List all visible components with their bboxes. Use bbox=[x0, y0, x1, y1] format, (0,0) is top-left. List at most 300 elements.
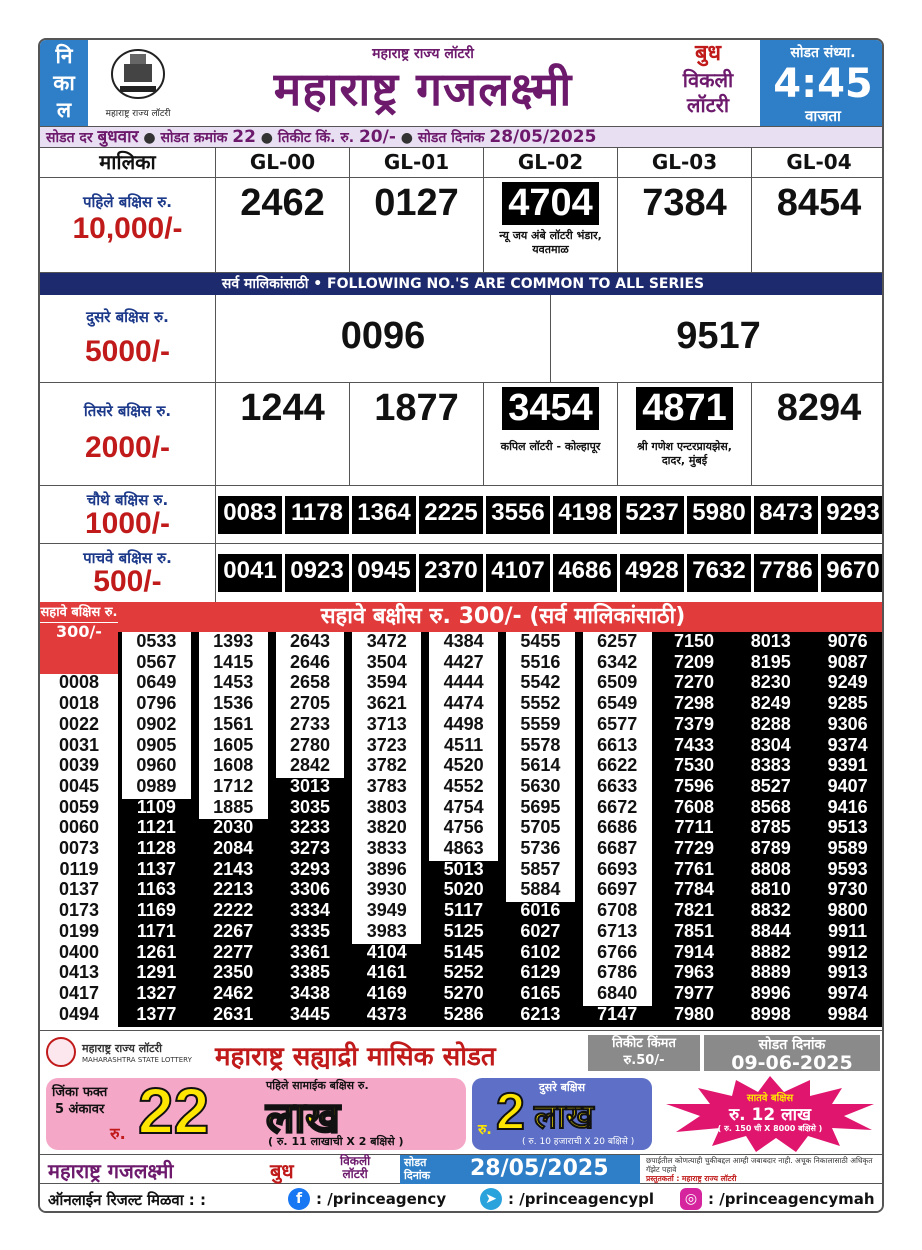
sixth-prize-number: 5145 bbox=[443, 941, 484, 962]
ticket-price-label: तिकीट किंमत bbox=[612, 1036, 676, 1051]
bottom-date-label-line: सोडत bbox=[404, 1156, 427, 1169]
shop-name: कपिल लॉटरी - कोल्हापूर bbox=[500, 440, 601, 453]
price-value: 20/- bbox=[358, 127, 396, 147]
second-prize-number: 9517 bbox=[676, 315, 761, 357]
sixth-prize-number: 0902 bbox=[136, 713, 177, 734]
sixth-prize-number: 2222 bbox=[213, 900, 254, 921]
sixth-prize-number: 2646 bbox=[289, 651, 331, 672]
sixth-prize-number: 4427 bbox=[443, 651, 484, 672]
telegram-link[interactable] bbox=[480, 1188, 654, 1210]
sixth-prize-amount: 300/- bbox=[40, 622, 118, 641]
second-prize-ad-label: दुसरे बक्षिस bbox=[538, 1081, 586, 1094]
sixth-prize-number: 0059 bbox=[58, 796, 100, 817]
sixth-prize-number: 9306 bbox=[827, 713, 868, 734]
seventh-prize-sub: ( रु. 150 ची X 8000 बक्षिसे ) bbox=[717, 1124, 823, 1133]
title-block bbox=[188, 40, 658, 126]
sixth-prize-number: 3035 bbox=[289, 796, 331, 817]
sixth-prize-number: 5884 bbox=[520, 879, 561, 900]
fourth-prize-label-cell bbox=[40, 486, 216, 544]
sixth-prize-number: 1137 bbox=[136, 858, 176, 879]
sahyadri-date-label: सोडत दिनांक bbox=[758, 1037, 826, 1053]
sixth-prize-number: 1605 bbox=[213, 734, 254, 755]
sixth-prize-number: 1885 bbox=[213, 796, 254, 817]
sixth-prize-number: 7608 bbox=[673, 796, 715, 817]
sixth-prize-number: 2267 bbox=[213, 920, 254, 941]
sixth-prize-number: 3233 bbox=[289, 817, 331, 838]
sixth-prize-number: 2462 bbox=[213, 982, 254, 1003]
sixth-prize-column bbox=[425, 631, 502, 1024]
sixth-prize-number: 3385 bbox=[289, 962, 331, 983]
series-header: मालिका bbox=[40, 148, 216, 178]
sixth-prize-number: 3713 bbox=[366, 713, 407, 734]
sixth-prize-number: 0031 bbox=[58, 734, 100, 755]
third-prize-cell bbox=[484, 383, 618, 486]
sixth-prize-number: 5695 bbox=[520, 796, 561, 817]
second-prize-ad bbox=[472, 1078, 652, 1150]
sixth-prize-number: 0400 bbox=[58, 941, 100, 962]
sixth-prize-number: 1128 bbox=[136, 838, 176, 859]
third-prize-number: 3454 bbox=[502, 387, 599, 430]
sixth-prize-number: 5270 bbox=[443, 982, 484, 1003]
main-title: महाराष्ट्र गजलक्ष्मी bbox=[273, 62, 573, 116]
sixth-prize-number: 6549 bbox=[597, 693, 638, 714]
sixth-prize-number: 2643 bbox=[289, 631, 331, 651]
sixth-prize-number: 0073 bbox=[58, 838, 100, 859]
logo-caption: महाराष्ट्र राज्य लॉटरी bbox=[105, 109, 171, 119]
sahyadri-title: महाराष्ट्र सह्याद्री मासिक सोडत bbox=[215, 1042, 496, 1072]
sixth-prize-number: 0018 bbox=[58, 693, 100, 714]
first-prize-number: 8454 bbox=[776, 182, 862, 224]
ml-name-en: MAHARASHTRA STATE LOTTERY bbox=[82, 1056, 192, 1064]
first-prize-amount: 10,000/- bbox=[72, 212, 183, 245]
first-prize-label: पहिले बक्षिस रु. bbox=[83, 193, 172, 211]
sixth-prize-number: 6708 bbox=[597, 900, 638, 921]
sixth-prize-number: 8013 bbox=[750, 631, 791, 651]
fifth-number: 4686 bbox=[553, 554, 617, 592]
shop-city: यवतमाळ bbox=[532, 243, 569, 256]
third-prize-cell bbox=[752, 383, 884, 486]
fourth-number: 4198 bbox=[553, 496, 617, 534]
sixth-prize-number: 6766 bbox=[597, 941, 638, 962]
emblem-icon bbox=[108, 44, 168, 102]
seal-icon bbox=[46, 1037, 76, 1067]
sahyadri-date: 09-06-2025 bbox=[731, 1052, 853, 1074]
sixth-prize-number: 2350 bbox=[213, 962, 254, 983]
sixth-prize-number: 7298 bbox=[673, 693, 715, 714]
sixth-prize-number: 0022 bbox=[58, 713, 100, 734]
fourth-number: 5237 bbox=[620, 496, 684, 534]
sixth-prize-number: 7980 bbox=[673, 1003, 715, 1024]
bottom-day: बुध bbox=[270, 1159, 294, 1183]
third-prize-cell bbox=[216, 383, 350, 486]
fifth-prize-label: पाचवे बक्षिस रु. bbox=[83, 549, 172, 567]
sixth-prize-number: 1327 bbox=[136, 982, 177, 1003]
weekly-label: विकली bbox=[682, 68, 734, 92]
sixth-prize-number: 1171 bbox=[136, 920, 176, 941]
draw-time-block bbox=[760, 40, 884, 126]
sixth-prize-column bbox=[272, 631, 349, 1024]
first-prize-ad bbox=[46, 1075, 466, 1150]
sixth-prize-number: 3833 bbox=[366, 838, 407, 859]
sixth-prize-number: 3803 bbox=[366, 796, 407, 817]
third-prize-number: 4871 bbox=[636, 387, 733, 430]
nikal-badge bbox=[40, 40, 88, 126]
sixth-prize-number: 0413 bbox=[58, 962, 100, 983]
sixth-prize-number: 0060 bbox=[58, 817, 100, 838]
bottom-weekly bbox=[340, 1155, 370, 1181]
sixth-prize-number: 4474 bbox=[443, 693, 484, 714]
facebook-icon: f bbox=[288, 1188, 310, 1210]
sixth-prize-number: 6342 bbox=[597, 651, 638, 672]
third-prize-number: 8294 bbox=[776, 387, 862, 429]
sixth-prize-number: 3472 bbox=[366, 631, 407, 651]
first-prize-number: 4704 bbox=[502, 182, 599, 225]
sixth-prize-number: 0567 bbox=[136, 651, 177, 672]
rupee-label: रु. bbox=[110, 1124, 126, 1143]
fourth-number: 1178 bbox=[285, 496, 349, 534]
sixth-prize-number: 0796 bbox=[136, 693, 177, 714]
sixth-prize-column bbox=[809, 631, 884, 1024]
sixth-prize-column bbox=[195, 631, 272, 1024]
sixth-prize-number: 0173 bbox=[58, 900, 100, 921]
sixth-prize-number: 6016 bbox=[520, 900, 561, 921]
sixth-prize-number: 5286 bbox=[443, 1003, 484, 1024]
bottom-date: 28/05/2025 bbox=[470, 1156, 609, 1181]
fifth-number: 0945 bbox=[352, 554, 416, 592]
fourth-number: 8473 bbox=[754, 496, 818, 534]
sixth-prize-number: 2658 bbox=[289, 672, 331, 693]
sixth-prize-number: 9513 bbox=[827, 817, 868, 838]
second-prize-cell bbox=[216, 295, 551, 383]
sixth-prize-number: 7977 bbox=[673, 982, 715, 1003]
day-label: बुध bbox=[694, 41, 722, 66]
shop-city: दादर, मुंबई bbox=[661, 454, 708, 467]
second-prize-amount: 5000/- bbox=[84, 335, 171, 368]
sixth-prize-number: 1393 bbox=[213, 631, 254, 651]
sixth-prize-number: 7270 bbox=[673, 672, 715, 693]
sixth-prize-column bbox=[118, 631, 195, 1024]
sixth-prize-number: 3306 bbox=[289, 879, 331, 900]
sixth-prize-number: 6687 bbox=[597, 838, 638, 859]
sixth-prize-number: 0960 bbox=[136, 755, 177, 776]
sixth-prize-number: 5614 bbox=[520, 755, 561, 776]
bottom-title-bar bbox=[40, 1154, 884, 1184]
sixth-prize-number: 5630 bbox=[520, 775, 561, 796]
sixth-prize-number: 9913 bbox=[827, 962, 868, 983]
lottery-label: लॉटरी bbox=[686, 93, 730, 117]
first-prize-number: 0127 bbox=[374, 182, 459, 224]
fourth-number: 1364 bbox=[352, 496, 416, 534]
sixth-prize-number: 6622 bbox=[597, 755, 638, 776]
fourth-prize-amount: 1000/- bbox=[84, 507, 171, 540]
sixth-prize-number: 8785 bbox=[750, 817, 791, 838]
sixth-prize-number: 0045 bbox=[58, 775, 100, 796]
sixth-prize-number: 8527 bbox=[750, 775, 791, 796]
sixth-prize-number: 7851 bbox=[673, 920, 715, 941]
first-prize-ad-sub: ( रु. 11 लाखाची X 2 बक्षिसे ) bbox=[268, 1135, 404, 1148]
sixth-prize-number: 7711 bbox=[674, 817, 714, 838]
sixth-prize-number: 1415 bbox=[213, 651, 254, 672]
sixth-prize-number: 3504 bbox=[366, 651, 407, 672]
facebook-handle: : /princeagency bbox=[316, 1190, 447, 1208]
second-prize-lakh-number: 2 bbox=[496, 1083, 525, 1141]
presenter: प्रस्तुतकर्ता : महाराष्ट्र राज्य लॉटरी bbox=[646, 1174, 737, 1183]
sixth-prize-number: 0199 bbox=[58, 920, 100, 941]
third-prize-number: 1877 bbox=[374, 387, 459, 429]
sixth-prize-number: 4161 bbox=[366, 962, 407, 983]
draw-date: 28/05/2025 bbox=[489, 127, 597, 147]
draw-number-label: सोडत क्रमांक bbox=[160, 130, 228, 146]
first-prize-cell bbox=[618, 178, 752, 273]
sixth-prize-number: 0039 bbox=[58, 755, 100, 776]
first-prize-number: 2462 bbox=[240, 182, 325, 224]
sixth-prize-number: 1536 bbox=[213, 693, 254, 714]
fifth-number: 2370 bbox=[419, 554, 483, 592]
sixth-prize-number: 8383 bbox=[750, 755, 791, 776]
sixth-prize-number: 1109 bbox=[136, 796, 176, 817]
bottom-weekly-line: लॉटरी bbox=[342, 1167, 368, 1181]
sixth-prize-number: 8832 bbox=[750, 900, 791, 921]
sixth-prize-number: 7530 bbox=[673, 755, 715, 776]
sixth-prize-number: 1163 bbox=[136, 879, 176, 900]
seventh-prize-starburst bbox=[660, 1074, 880, 1154]
series-gl-03: GL-03 bbox=[618, 148, 752, 178]
fifth-number: 7786 bbox=[754, 554, 818, 592]
instagram-link[interactable] bbox=[680, 1188, 875, 1210]
sixth-prize-column bbox=[656, 631, 733, 1024]
sixth-prize-column bbox=[579, 631, 656, 1024]
sixth-prize-number: 8568 bbox=[750, 796, 791, 817]
rate-value: बुधवार bbox=[97, 127, 139, 147]
sixth-prize-number: 0137 bbox=[58, 879, 100, 900]
sixth-prize-number: 5542 bbox=[520, 672, 561, 693]
sixth-prize-number: 8230 bbox=[750, 672, 791, 693]
draw-time: 4:45 bbox=[773, 61, 873, 107]
sixth-prize-number: 8249 bbox=[750, 693, 791, 714]
facebook-link[interactable] bbox=[288, 1188, 446, 1210]
prize-ads bbox=[40, 1074, 884, 1154]
sixth-prize-column bbox=[732, 631, 809, 1024]
fourth-prize-label: चौथे बक्षिस रु. bbox=[86, 491, 169, 509]
sixth-prize-number: 4552 bbox=[443, 775, 484, 796]
fifth-prize-amount: 500/- bbox=[93, 565, 162, 598]
sixth-prize-number: 5857 bbox=[520, 858, 561, 879]
sixth-prize-number: 9076 bbox=[827, 631, 868, 651]
bottom-date-box bbox=[400, 1155, 640, 1184]
sixth-prize-number: 9416 bbox=[827, 796, 868, 817]
sixth-prize-number: 9912 bbox=[827, 941, 868, 962]
series-gl-00: GL-00 bbox=[216, 148, 350, 178]
sixth-prize-number: 2733 bbox=[289, 713, 331, 734]
sixth-prize-number: 7147 bbox=[597, 1003, 638, 1024]
sixth-prize-number: 7209 bbox=[673, 651, 715, 672]
sixth-prize-number: 2842 bbox=[289, 755, 331, 776]
first-prize-label-cell bbox=[40, 178, 216, 273]
sixth-prize-number: 1712 bbox=[213, 775, 254, 796]
nikal-char: नि bbox=[55, 44, 73, 68]
first-prize-cell bbox=[350, 178, 484, 273]
draw-number: 22 bbox=[232, 127, 256, 147]
sixth-prize-number: 0008 bbox=[58, 672, 100, 693]
sixth-prize-number: 3013 bbox=[289, 775, 331, 796]
sixth-prize-number: 8889 bbox=[750, 962, 791, 983]
second-prize-number: 0096 bbox=[340, 315, 426, 357]
sixth-prize-number: 6613 bbox=[597, 734, 638, 755]
second-prize-label: दुसरे बक्षिस रु. bbox=[86, 308, 169, 326]
second-prize-label-cell bbox=[40, 295, 216, 383]
sixth-prize-number: 1261 bbox=[136, 941, 177, 962]
sixth-prize-number: 5559 bbox=[520, 713, 561, 734]
sixth-prize-number: 1291 bbox=[136, 962, 177, 983]
sixth-prize-number: 4756 bbox=[443, 817, 484, 838]
sixth-prize-column bbox=[348, 631, 425, 1024]
bottom-weekly-line: विकली bbox=[340, 1154, 371, 1168]
disclaimer-text: छपाईतील कोणत्याही चुकीबद्दल आम्ही जबाबदार नाही. अचूक निकालासाठी अधिकृत गॅझेट पहावे bbox=[646, 1156, 873, 1174]
sixth-prize-label-box bbox=[40, 602, 118, 674]
first-prize-cell bbox=[216, 178, 350, 273]
sixth-prize-number: 2084 bbox=[213, 838, 254, 859]
fifth-prize-label-cell bbox=[40, 544, 216, 602]
seventh-prize-amount: रु. 12 लाख bbox=[729, 1105, 811, 1125]
sixth-prize-number: 5252 bbox=[443, 962, 484, 983]
sixth-prize-number: 7914 bbox=[673, 941, 715, 962]
sixth-prize-number: 9593 bbox=[827, 858, 868, 879]
sixth-prize-number: 6633 bbox=[597, 775, 638, 796]
win-line: 5 अंकावर bbox=[54, 1102, 105, 1117]
sixth-prize-number: 0119 bbox=[59, 858, 99, 879]
sixth-prize-number: 9249 bbox=[827, 672, 868, 693]
draw-time-label: सोडत संध्या. bbox=[790, 45, 856, 61]
sixth-prize-number: 3983 bbox=[366, 920, 407, 941]
sixth-prize-number: 6672 bbox=[597, 796, 638, 817]
third-prize-cell bbox=[618, 383, 752, 486]
sixth-prize-number: 8789 bbox=[750, 838, 791, 859]
disclaimer bbox=[646, 1156, 882, 1183]
sixth-prize-column bbox=[40, 672, 118, 1024]
sixth-prize-number: 4520 bbox=[443, 755, 484, 776]
sixth-prize-number: 9087 bbox=[827, 651, 868, 672]
seventh-prize-label: सातवे बक्षिस bbox=[746, 1093, 794, 1104]
sixth-prize-number: 0533 bbox=[136, 631, 177, 651]
third-prize-cell bbox=[350, 383, 484, 486]
sahyadri-ad bbox=[40, 1030, 884, 1074]
shop-name: न्यू जय अंबे लॉटरी भंडार, bbox=[499, 229, 602, 242]
sixth-prize-number: 6027 bbox=[520, 920, 561, 941]
sixth-prize-number: 4104 bbox=[366, 941, 407, 962]
sixth-prize-number: 9374 bbox=[827, 734, 868, 755]
sixth-prize-number: 2213 bbox=[213, 879, 254, 900]
sixth-prize-number: 4754 bbox=[443, 796, 484, 817]
lakh-label: लाख bbox=[266, 1093, 340, 1142]
fifth-number: 0923 bbox=[285, 554, 349, 592]
header bbox=[40, 40, 884, 126]
sixth-prize-number: 8844 bbox=[750, 920, 791, 941]
sixth-prize-banner: सहावे बक्षीस रु. 300/- (सर्व मालिकांसाठी) bbox=[40, 602, 884, 632]
sixth-prize-number: 3783 bbox=[366, 775, 407, 796]
sixth-prize-number: 3334 bbox=[289, 900, 331, 921]
sixth-prize-number: 3782 bbox=[366, 755, 407, 776]
sixth-prize-number: 5013 bbox=[443, 858, 484, 879]
sixth-prize-number: 9911 bbox=[828, 920, 868, 941]
sixth-prize-number: 3594 bbox=[366, 672, 407, 693]
fifth-number: 7632 bbox=[687, 554, 751, 592]
sixth-prize-number: 7379 bbox=[673, 713, 715, 734]
sixth-prize-number: 9730 bbox=[827, 879, 868, 900]
sixth-prize-number: 3273 bbox=[289, 838, 331, 859]
series-gl-01: GL-01 bbox=[350, 148, 484, 178]
sixth-prize-number: 9800 bbox=[827, 900, 868, 921]
sixth-prize-number: 4511 bbox=[444, 734, 484, 755]
sixth-prize-number: 7433 bbox=[673, 734, 715, 755]
rate-label: सोडत दर bbox=[46, 130, 93, 146]
sixth-prize-number: 6713 bbox=[597, 920, 638, 941]
first-prize-number: 7384 bbox=[642, 182, 727, 224]
series-gl-04: GL-04 bbox=[752, 148, 884, 178]
sixth-prize-number: 6509 bbox=[597, 672, 638, 693]
sixth-prize-number: 2705 bbox=[289, 693, 331, 714]
win-line: जिंका फक्त bbox=[52, 1085, 108, 1100]
ticket-price: रु.50/- bbox=[623, 1053, 665, 1068]
fourth-number: 3556 bbox=[486, 496, 550, 534]
date-label: सोडत दिनांक bbox=[417, 130, 485, 146]
sixth-prize-number: 4863 bbox=[443, 838, 484, 859]
sixth-prize-number: 5705 bbox=[520, 817, 561, 838]
state-logo bbox=[92, 44, 184, 122]
sixth-prize-number: 5552 bbox=[520, 693, 561, 714]
fourth-number: 5980 bbox=[687, 496, 751, 534]
second-prize-cell bbox=[551, 295, 884, 383]
sixth-prize-number: 5117 bbox=[444, 900, 484, 921]
sixth-prize-number: 8808 bbox=[750, 858, 791, 879]
sixth-prize-number: 5125 bbox=[443, 920, 484, 941]
series-gl-02: GL-02 bbox=[484, 148, 618, 178]
sixth-prize-number: 0989 bbox=[136, 775, 177, 796]
sixth-prize-number: 3438 bbox=[289, 982, 331, 1003]
fifth-number: 0041 bbox=[218, 554, 282, 592]
sixth-prize-number: 8996 bbox=[750, 982, 791, 1003]
sixth-prize-number: 3445 bbox=[289, 1003, 331, 1024]
third-prize-number: 1244 bbox=[240, 387, 325, 429]
common-series-banner: सर्व मालिकांसाठी • FOLLOWING NO.'S ARE COMMON TO ALL SERIES bbox=[40, 273, 884, 295]
sixth-prize-number: 7150 bbox=[673, 631, 715, 651]
result-sheet bbox=[38, 38, 884, 1213]
rupee-label: रु. bbox=[478, 1122, 492, 1138]
sixth-prize-number: 8304 bbox=[750, 734, 791, 755]
nikal-char: का bbox=[53, 71, 75, 95]
sixth-prize-number: 9589 bbox=[827, 838, 868, 859]
fourth-number: 0083 bbox=[218, 496, 282, 534]
sixth-prize-number: 3896 bbox=[366, 858, 407, 879]
sixth-prize-number: 6693 bbox=[597, 858, 638, 879]
sixth-prize-number: 9391 bbox=[827, 755, 868, 776]
bottom-title: महाराष्ट्र गजलक्ष्मी bbox=[48, 1159, 174, 1183]
sixth-prize-number: 6577 bbox=[597, 713, 638, 734]
bottom-date-label bbox=[404, 1156, 430, 1182]
win-label bbox=[52, 1084, 107, 1118]
sixth-prize-number: 6129 bbox=[520, 962, 561, 983]
sixth-prize-number: 5736 bbox=[520, 838, 561, 859]
sixth-prize-number: 8288 bbox=[750, 713, 791, 734]
ml-name: महाराष्ट्र राज्य लॉटरी bbox=[82, 1042, 162, 1055]
sixth-prize-number: 9407 bbox=[827, 775, 868, 796]
sixth-prize-number: 3820 bbox=[366, 817, 407, 838]
info-bar: सोडत दर बुधवार ● सोडत क्रमांक 22 ● तिकीट किं. रु. 20/- ● सोडत दिनांक 28/05/2025 bbox=[40, 126, 884, 148]
sixth-prize-number: 6102 bbox=[520, 941, 561, 962]
sixth-prize-label: सहावे बक्षिस रु. bbox=[40, 605, 118, 620]
sixth-prize-number: 8195 bbox=[750, 651, 791, 672]
sixth-prize-number: 1608 bbox=[213, 755, 254, 776]
sixth-prize-number: 6686 bbox=[597, 817, 638, 838]
